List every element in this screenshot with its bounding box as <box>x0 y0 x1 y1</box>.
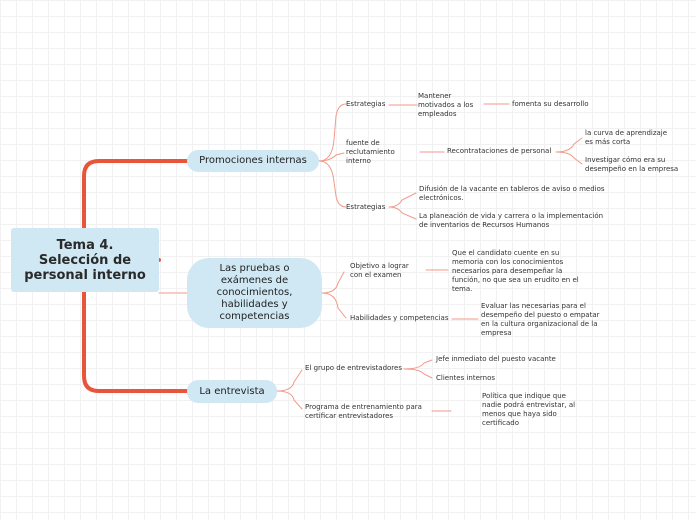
subtopic-investigar-desempeno[interactable]: Investigar cómo era su desempeño en la empresa <box>585 156 679 173</box>
subtopic-planeacion-vida[interactable]: La planeación de vida y carrera o la implementación de inventarios de Recursos Humanos <box>419 212 604 229</box>
subtopic-evaluar-necesarias[interactable]: Evaluar las necesarias para el desempeño del puesto o empatar en la cultura organizacional de la empresa <box>481 302 600 337</box>
subtopic-estrategias-2[interactable]: Estrategias <box>346 203 386 211</box>
subtopic-fuente-reclutamiento[interactable]: fuente de reclutamiento interno <box>346 139 395 165</box>
topic-pruebas[interactable] <box>187 258 322 328</box>
subtopic-fomenta-desarrollo[interactable]: fomenta su desarrollo <box>512 100 589 108</box>
subtopic-politica-certificado[interactable]: Política que indique que nadie podrá entrevistar, al menos que haya sido certificado <box>482 392 576 427</box>
subtopic-curva-aprendizaje[interactable]: la curva de aprendizaje es más corta <box>585 129 668 146</box>
subtopic-estrategias-1[interactable]: Estrategias <box>346 100 386 108</box>
topic-pruebas-label: Las pruebas o exámenes de conocimientos, habilidades y competencias <box>216 263 293 322</box>
subtopic-difusion-vacante[interactable]: Difusión de la vacante en tableros de aviso o medios electrónicos. <box>419 185 605 202</box>
subtopic-objetivo-examen[interactable]: Objetivo a lograr con el examen <box>350 262 409 279</box>
topic-promociones-label: Promociones internas <box>199 155 307 166</box>
subtopic-mantener-motivados[interactable]: Mantener motivados a los empleados <box>418 92 474 118</box>
root-topic[interactable] <box>11 228 159 292</box>
subtopic-recontrataciones[interactable]: Recontrataciones de personal <box>447 147 552 155</box>
root-topic-title: Tema 4. Selección de personal interno <box>24 237 146 283</box>
subtopic-jefe-inmediato[interactable]: Jefe inmediato del puesto vacante <box>436 355 556 363</box>
subtopic-programa-entrenamiento[interactable]: Programa de entrenamiento para certificar entrevistadores <box>305 403 422 420</box>
topic-promociones-internas[interactable] <box>187 150 319 172</box>
subtopic-grupo-entrevistadores[interactable]: El grupo de entrevistadores <box>305 364 402 372</box>
subtopic-clientes-internos[interactable]: Clientes internos <box>436 374 495 382</box>
subtopic-candidato-conocimientos[interactable]: Que el candidato cuente en su memoria con los conocimientos necesarios para desempeñar la función, no que sea un erudito en el tema. <box>452 249 579 293</box>
subtopic-habilidades-competencias[interactable]: Habilidades y competencias <box>350 314 449 322</box>
topic-la-entrevista[interactable] <box>187 380 277 403</box>
topic-entrevista-label: La entrevista <box>199 385 265 397</box>
